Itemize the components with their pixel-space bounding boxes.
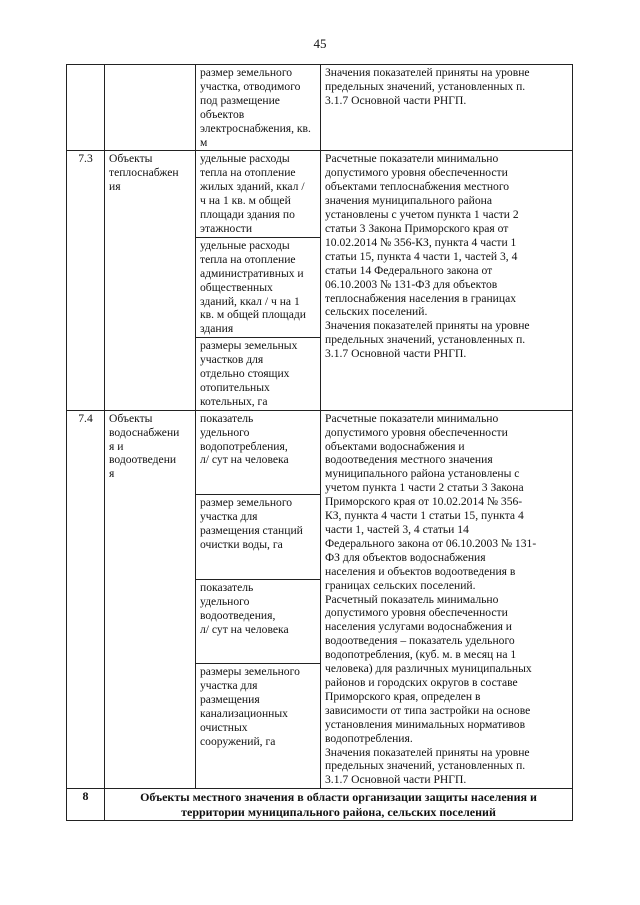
text-line: ия — [109, 180, 121, 194]
indicator-cell — [196, 237, 321, 337]
text-line: значения муниципального района — [325, 194, 493, 208]
text-line: сельских поселений. — [325, 305, 428, 319]
object-cell — [105, 65, 196, 151]
section-title-cell — [105, 789, 573, 821]
text-line: размер земельного — [200, 496, 293, 510]
description-cell — [321, 410, 573, 788]
text-line: удельного — [200, 594, 250, 608]
text-line: электроснабжения, кв. — [200, 121, 311, 135]
text-line: зависимости от типа застройки на основе — [325, 703, 531, 717]
text-line: районов и городских округов в составе — [325, 675, 518, 689]
text-line: размер земельного — [200, 66, 293, 79]
text-line: размещения — [200, 693, 260, 707]
text-line: я — [109, 467, 115, 481]
text-line: предельных значений, установленных п. — [325, 333, 526, 347]
text-line: водоотведения – показатель удельного — [325, 634, 515, 648]
text-line: показатель — [200, 580, 254, 594]
text-line: предельных значений, установленных п. — [325, 79, 526, 93]
text-line: Объекты — [109, 411, 153, 425]
text-line: Значения показателей приняты на уровне — [325, 319, 530, 333]
text-line: статьи 14 Федерального закона от — [325, 263, 493, 277]
object-cell — [105, 151, 196, 410]
indicator-cell — [196, 151, 321, 237]
text-line: участка для — [200, 679, 258, 693]
text-line: Значения показателей приняты на уровне — [325, 66, 530, 79]
row-7-3 — [67, 151, 573, 237]
indicator-cell — [196, 579, 321, 664]
indicator-cell — [196, 495, 321, 580]
text-line: водоотведени — [109, 453, 177, 467]
text-line: кв. м общей площади — [200, 308, 306, 322]
text-line: канализационных — [200, 707, 288, 721]
text-line: отопительных — [200, 380, 270, 394]
text-line: установлены с учетом пункта 1 части 2 — [325, 208, 519, 222]
text-line: очистных — [200, 721, 248, 735]
text-line: участков для — [200, 353, 264, 367]
text-line: 3.1.7 Основной части РНГП. — [325, 347, 467, 361]
continuation-row — [67, 65, 573, 151]
text-line: ФЗ для объектов водоснабжения — [325, 550, 486, 564]
text-line: учетом пункта 1 части 2 статьи 3 Закона — [325, 481, 524, 495]
indicator-cell — [196, 410, 321, 495]
text-line: Расчетный показатель минимально — [325, 592, 499, 606]
text-line: водоотведения местного значения — [325, 453, 493, 467]
text-line: объектами водоснабжения и — [325, 439, 465, 453]
text-line: ч на 1 кв. м общей — [200, 194, 291, 208]
text-line: статьи 3 Закона Приморского края от — [325, 221, 509, 235]
text-line: я и — [109, 439, 124, 453]
text-line: допустимого уровня обеспеченности — [325, 425, 508, 439]
text-line: Расчетные показатели минимально — [325, 152, 499, 166]
text-line: территории муниципального района, сельских поселений — [181, 804, 496, 819]
text-line: под размещение — [200, 93, 280, 107]
text-line: Значения показателей приняты на уровне — [325, 745, 530, 759]
text-line: части 1, частей 3, 4 статьи 14 — [325, 523, 469, 536]
text-line: отдельно стоящих — [200, 367, 290, 381]
text-line: тепла на отопление — [200, 252, 296, 266]
object-cell — [105, 410, 196, 788]
text-line: водопотребления, — [200, 439, 288, 453]
text-line: Расчетные показатели минимально — [325, 411, 499, 425]
text-line: 3.1.7 Основной части РНГП. — [325, 93, 467, 107]
text-line: котельных, га — [200, 394, 268, 408]
text-line: размеры земельных — [200, 339, 298, 353]
text-line: площади здания по — [200, 208, 295, 222]
text-line: сооружений, га — [200, 735, 276, 749]
text-line: Объекты местного значения в области организации защиты населения и — [140, 790, 537, 805]
indicator-cell — [196, 65, 321, 151]
text-line: 3.1.7 Основной части РНГП. — [325, 773, 467, 787]
text-line: жилых зданий, ккал / — [200, 180, 305, 194]
text-line: м — [200, 135, 208, 149]
indicator-cell — [196, 338, 321, 411]
text-line: водопотребления, (куб. м. в месяц на 1 — [325, 648, 517, 662]
text-line: населения и объектов водоотведения в — [325, 564, 516, 578]
text-line: 10.02.2014 № 356-КЗ, пункта 4 части 1 — [325, 235, 517, 249]
text-line: Приморского края от 10.02.2014 № 356- — [325, 495, 523, 509]
text-line: предельных значений, установленных п. — [325, 759, 526, 773]
text-line: человека) для различных муниципальных — [325, 662, 532, 676]
text-line: допустимого уровня обеспеченности — [325, 166, 508, 180]
text-line: л/ сут на человека — [200, 622, 289, 636]
text-line: объектами теплоснабжения местного — [325, 180, 510, 194]
text-line: водоснабжени — [109, 425, 180, 439]
description-cell — [321, 65, 573, 151]
description-cell — [321, 151, 573, 410]
text-line: этажности — [200, 221, 253, 235]
text-line: теплоснабжения населения в границах — [325, 291, 517, 305]
text-line: статьи 15, пункта 4 части 1, частей 3, 4 — [325, 249, 518, 263]
text-line: тепла на отопление — [200, 166, 296, 180]
row-number-cell: 8 — [67, 789, 105, 821]
text-line: установления минимальных нормативов — [325, 717, 526, 731]
text-line: зданий, ккал / ч на 1 — [200, 294, 300, 308]
page-number: 45 — [313, 36, 327, 51]
text-line: теплоснабжен — [109, 166, 179, 180]
text-line: водопотребления. — [325, 731, 413, 745]
text-line: показатель — [200, 411, 254, 425]
row-number-cell: 7.4 — [67, 410, 105, 788]
row-number-cell: 7.3 — [67, 151, 105, 410]
text-line: удельные расходы — [200, 238, 290, 252]
row-7-4 — [67, 410, 573, 495]
text-line: очистки воды, га — [200, 538, 283, 552]
text-line: административных и — [200, 266, 304, 280]
text-line: размеры земельного — [200, 665, 300, 679]
text-line: Федерального закона от 06.10.2003 № 131- — [325, 536, 537, 550]
text-line: границах сельских поселений. — [325, 578, 476, 592]
text-line: населения услугами водоснабжения и — [325, 620, 513, 634]
text-line: общественных — [200, 280, 273, 294]
text-line: удельного — [200, 425, 250, 439]
text-line: Приморского края, определен в — [325, 689, 481, 703]
row-8 — [67, 789, 573, 821]
text-line: допустимого уровня обеспеченности — [325, 606, 508, 620]
text-line: участка, отводимого — [200, 79, 301, 93]
text-line: муниципального района установлены с — [325, 467, 520, 481]
text-line: объектов — [200, 107, 245, 121]
text-line: размещения станций — [200, 524, 303, 538]
indicator-cell — [196, 664, 321, 789]
text-line: Объекты — [109, 152, 153, 166]
text-line: КЗ, пункта 4 части 1 статьи 15, пункта 4 — [325, 509, 524, 523]
text-line: 06.10.2003 № 131-ФЗ для объектов — [325, 277, 498, 291]
row-number-cell — [67, 65, 105, 151]
text-line: л/ сут на человека — [200, 453, 289, 467]
text-line: участка для — [200, 510, 258, 524]
text-line: удельные расходы — [200, 152, 290, 166]
text-line: водоотведения, — [200, 608, 276, 622]
text-line: здания — [200, 322, 234, 336]
standards-table — [66, 64, 573, 821]
